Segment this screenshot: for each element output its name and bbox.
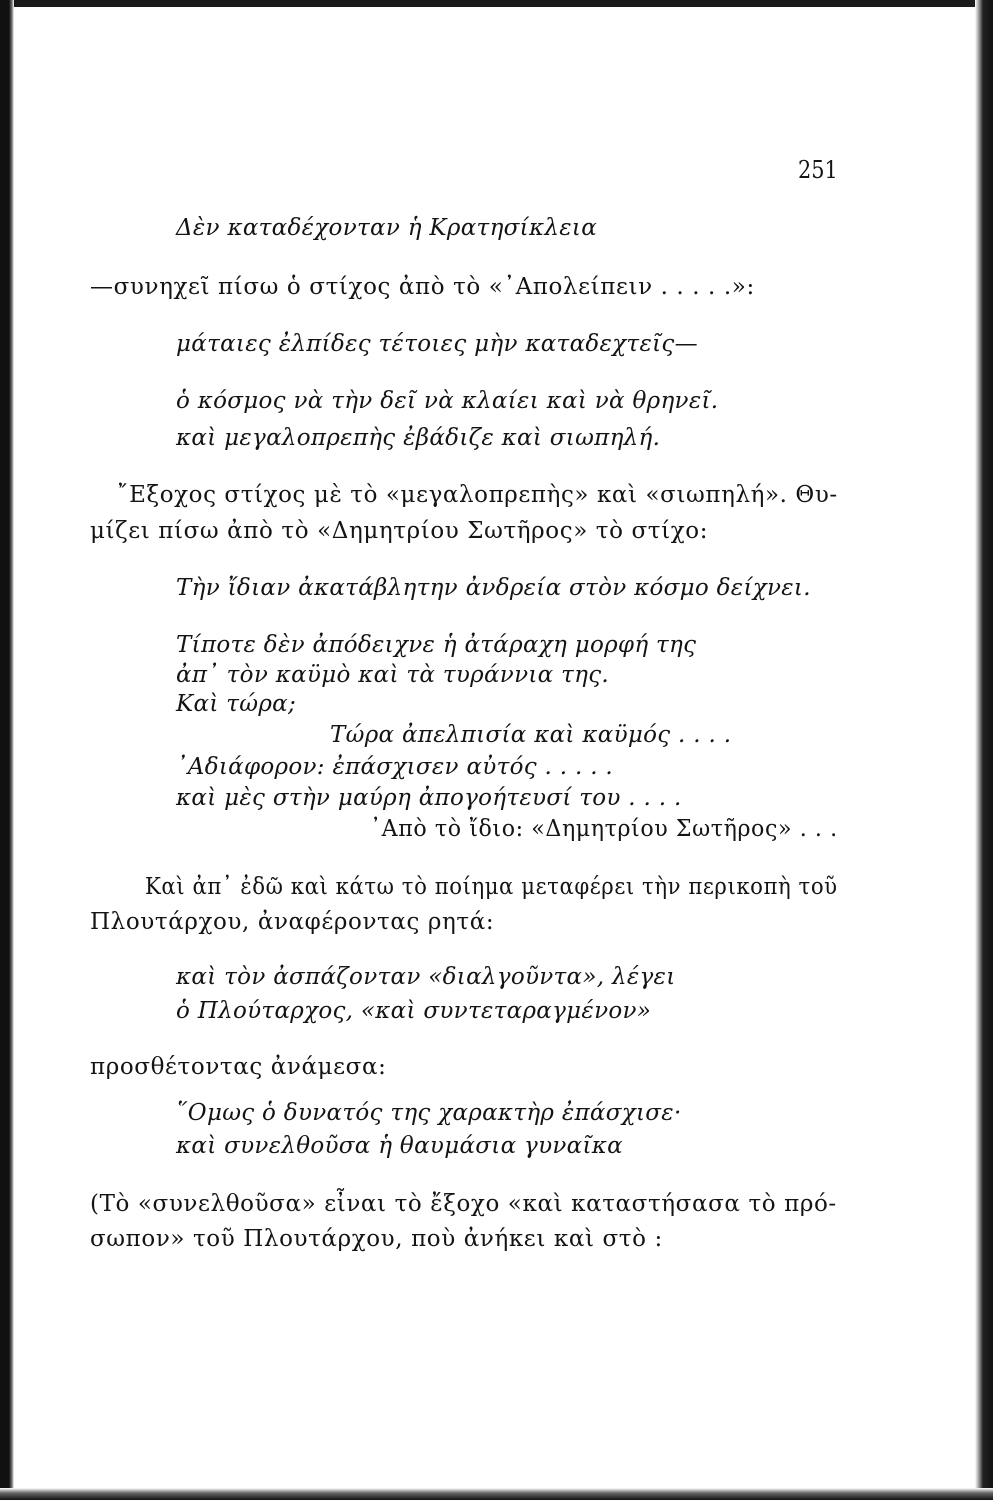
scan-edge-bottom bbox=[0, 1488, 993, 1500]
verse-line: Τώρα ἀπελπισία καὶ καϋμός . . . . bbox=[330, 722, 732, 748]
verse-line: ᾿Απὸ τὸ ἴδιο: «Δημητρίου Σωτῆρος» . . . bbox=[370, 816, 838, 842]
prose-line: μίζει πίσω ἀπὸ τὸ «Δημητρίου Σωτῆρος» τὸ στίχο: bbox=[90, 518, 709, 544]
scan-edge-left bbox=[0, 0, 14, 1500]
prose-line: (Τὸ «συνελθοῦσα» εἶναι τὸ ἔξοχο «καὶ καταστήσασα τὸ πρό- bbox=[90, 1191, 837, 1217]
verse-line: ὁ Πλούταρχος, «καὶ συντεταραγμένον» bbox=[176, 998, 652, 1024]
verse-line: Τίποτε δὲν ἀπόδειχνε ἡ ἀτάραχη μορφή της bbox=[176, 632, 697, 658]
verse-line: ἀπ᾿ τὸν καϋμὸ καὶ τὰ τυράννια της. bbox=[176, 662, 610, 688]
verse-line: καὶ μεγαλοπρεπὴς ἐβάδιζε καὶ σιωπηλή. bbox=[176, 425, 661, 451]
prose-line: σωπον» τοῦ Πλουτάρχου, ποὺ ἀνήκει καὶ στὸ : bbox=[90, 1226, 663, 1252]
scan-edge-right bbox=[975, 0, 993, 1500]
prose-line: ῎Εξοχος στίχος μὲ τὸ «μεγαλοπρεπὴς» καὶ «σιωπηλή». Θυ- bbox=[117, 482, 838, 508]
prose-line: Καὶ ἀπ᾿ ἐδῶ καὶ κάτω τὸ ποίημα μεταφέρει τὴν περικοπὴ τοῦ bbox=[145, 874, 838, 900]
verse-line: ὁ κόσμος νὰ τὴν δεῖ νὰ κλαίει καὶ νὰ θρηνεῖ. bbox=[176, 388, 719, 414]
prose-line: προσθέτοντας ἀνάμεσα: bbox=[90, 1054, 387, 1080]
prose-line: —συνηχεῖ πίσω ὁ στίχος ἀπὸ τὸ «᾿Απολείπειν . . . . .»: bbox=[90, 274, 755, 300]
verse-line: Δὲν καταδέχονταν ἡ Κρατησίκλεια bbox=[176, 215, 598, 241]
verse-line: Καὶ τώρα; bbox=[176, 691, 297, 717]
verse-line: καὶ τὸν ἀσπάζονταν «διαλγοῦντα», λέγει bbox=[176, 964, 676, 990]
verse-line: μάταιες ἐλπίδες τέτοιες μὴν καταδεχτεῖς— bbox=[176, 331, 698, 357]
verse-line: καὶ συνελθοῦσα ἡ θαυμάσια γυναῖκα bbox=[176, 1133, 624, 1159]
prose-line: Πλουτάρχου, ἀναφέροντας ρητά: bbox=[90, 909, 495, 935]
verse-line: ῞Ομως ὁ δυνατός της χαρακτὴρ ἐπάσχισε· bbox=[176, 1100, 682, 1126]
verse-line: Τὴν ἴδιαν ἀκατάβλητην ἀνδρεία στὸν κόσμο δείχνει. bbox=[176, 575, 811, 601]
verse-line: καὶ μὲς στὴν μαύρη ἀπογοήτευσί του . . . . bbox=[176, 785, 682, 811]
scan-edge-top bbox=[0, 0, 993, 7]
page-number: 251 bbox=[798, 156, 838, 184]
verse-line: ᾿Αδιάφορον: ἐπάσχισεν αὐτός . . . . . bbox=[176, 754, 614, 780]
